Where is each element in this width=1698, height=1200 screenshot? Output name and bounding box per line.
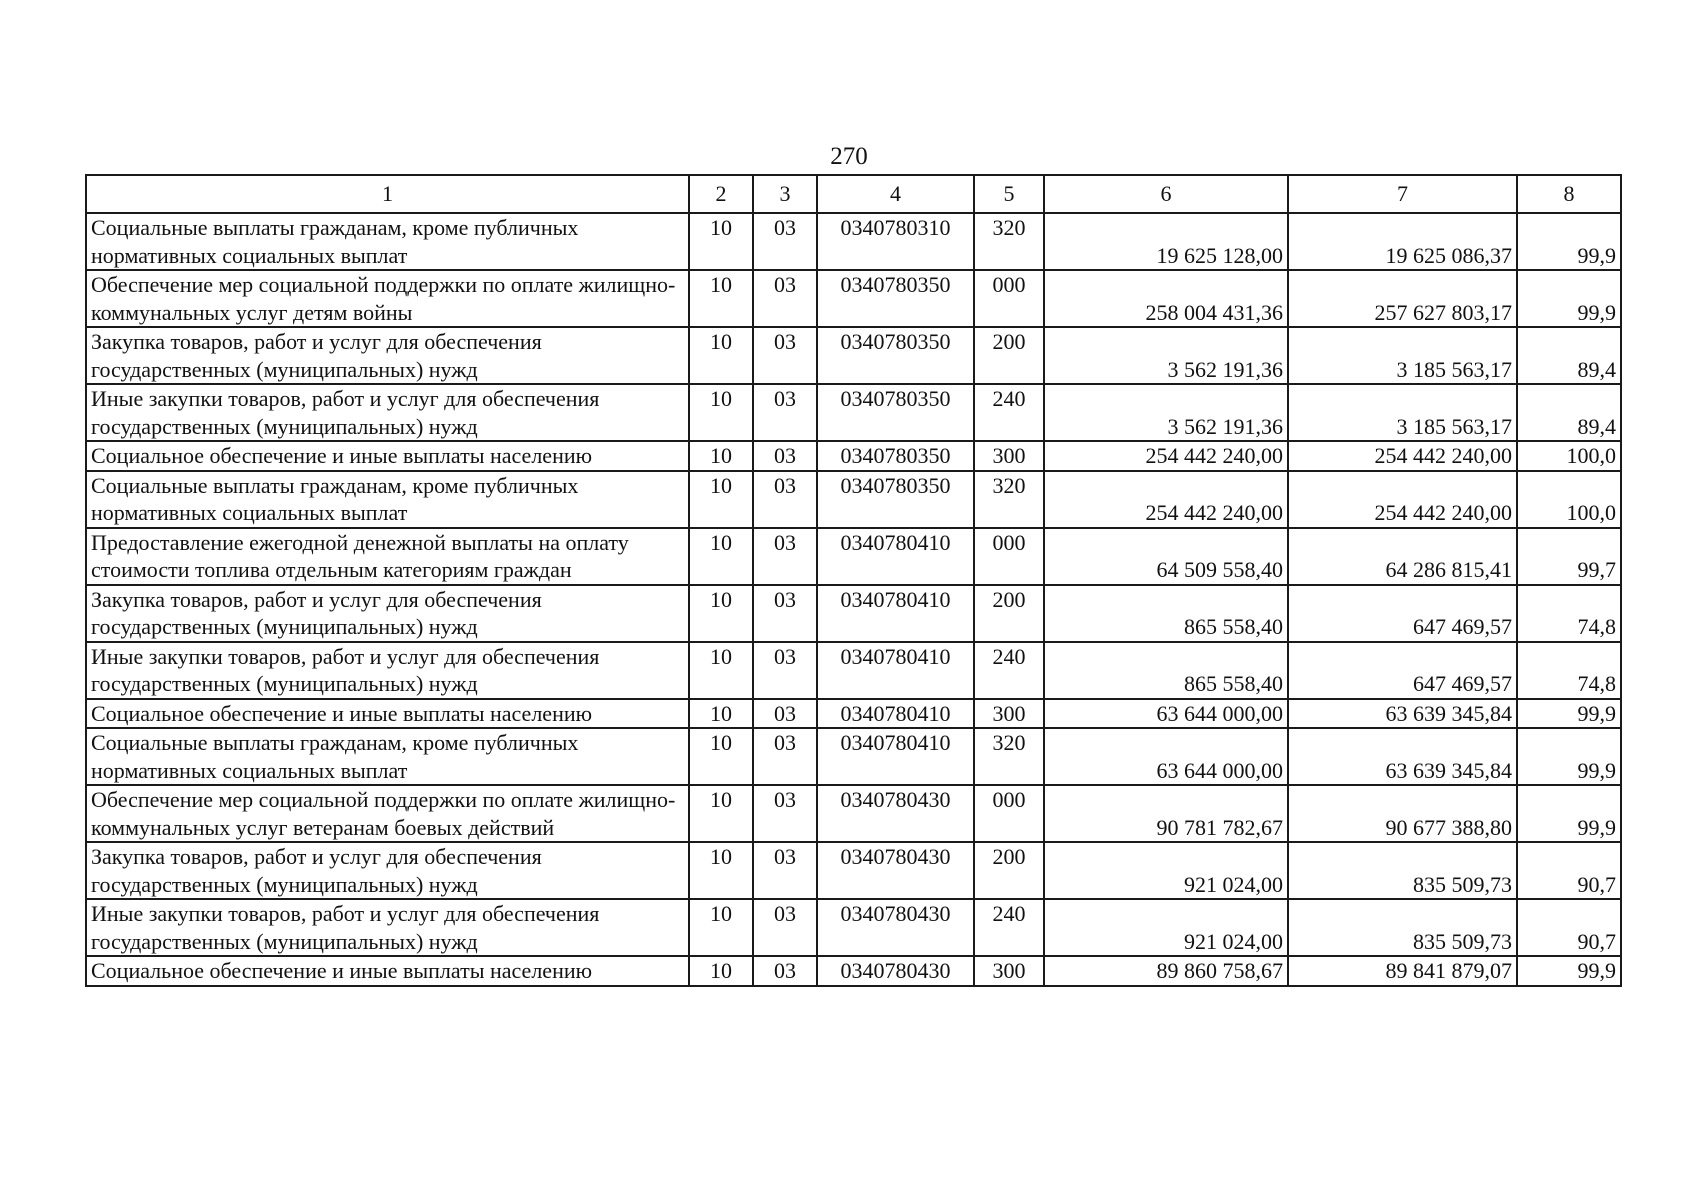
execution-percent-cell: 99,9 (1517, 213, 1621, 270)
header-cell: 5 (974, 175, 1044, 213)
execution-percent-cell: 99,9 (1517, 270, 1621, 327)
target-article-cell: 0340780430 (817, 899, 974, 956)
planned-amount-cell: 258 004 431,36 (1044, 270, 1288, 327)
section-code-cell: 10 (689, 785, 753, 842)
execution-percent-cell: 90,7 (1517, 899, 1621, 956)
execution-percent-cell: 89,4 (1517, 384, 1621, 441)
row-name-cell: Социальное обеспечение и иные выплаты населению (86, 699, 689, 729)
planned-amount-cell: 865 558,40 (1044, 585, 1288, 642)
expense-type-cell: 240 (974, 642, 1044, 699)
subsection-code-cell: 03 (753, 642, 817, 699)
executed-amount-cell: 63 639 345,84 (1288, 728, 1517, 785)
section-code-cell: 10 (689, 213, 753, 270)
planned-amount-cell: 90 781 782,67 (1044, 785, 1288, 842)
header-cell: 3 (753, 175, 817, 213)
section-code-cell: 10 (689, 699, 753, 729)
execution-percent-cell: 100,0 (1517, 441, 1621, 471)
planned-amount-cell: 3 562 191,36 (1044, 327, 1288, 384)
row-name-cell: Закупка товаров, работ и услуг для обеспечения государственных (муниципальных) нужд (86, 585, 689, 642)
expense-type-cell: 200 (974, 327, 1044, 384)
row-name-cell: Социальные выплаты гражданам, кроме публичных нормативных социальных выплат (86, 471, 689, 528)
row-name-cell: Обеспечение мер социальной поддержки по оплате жилищно-коммунальных услуг ветеранам боевых действий (86, 785, 689, 842)
table-row (86, 842, 1621, 899)
subsection-code-cell: 03 (753, 471, 817, 528)
executed-amount-cell: 90 677 388,80 (1288, 785, 1517, 842)
execution-percent-cell: 89,4 (1517, 327, 1621, 384)
target-article-cell: 0340780350 (817, 471, 974, 528)
section-code-cell: 10 (689, 270, 753, 327)
section-code-cell: 10 (689, 728, 753, 785)
planned-amount-cell: 89 860 758,67 (1044, 956, 1288, 986)
subsection-code-cell: 03 (753, 785, 817, 842)
row-name-cell: Социальное обеспечение и иные выплаты населению (86, 956, 689, 986)
target-article-cell: 0340780410 (817, 642, 974, 699)
expense-type-cell: 240 (974, 899, 1044, 956)
planned-amount-cell: 64 509 558,40 (1044, 528, 1288, 585)
planned-amount-cell: 19 625 128,00 (1044, 213, 1288, 270)
expense-type-cell: 200 (974, 842, 1044, 899)
header-cell: 6 (1044, 175, 1288, 213)
target-article-cell: 0340780430 (817, 842, 974, 899)
target-article-cell: 0340780410 (817, 728, 974, 785)
table-row (86, 213, 1621, 270)
table-row (86, 699, 1621, 729)
section-code-cell: 10 (689, 956, 753, 986)
table-row (86, 585, 1621, 642)
target-article-cell: 0340780430 (817, 956, 974, 986)
table-row (86, 528, 1621, 585)
row-name-cell: Обеспечение мер социальной поддержки по оплате жилищно-коммунальных услуг детям войны (86, 270, 689, 327)
target-article-cell: 0340780410 (817, 585, 974, 642)
subsection-code-cell: 03 (753, 956, 817, 986)
expense-type-cell: 320 (974, 728, 1044, 785)
executed-amount-cell: 64 286 815,41 (1288, 528, 1517, 585)
header-cell: 4 (817, 175, 974, 213)
executed-amount-cell: 254 442 240,00 (1288, 441, 1517, 471)
execution-percent-cell: 74,8 (1517, 585, 1621, 642)
subsection-code-cell: 03 (753, 213, 817, 270)
expense-type-cell: 240 (974, 384, 1044, 441)
executed-amount-cell: 647 469,57 (1288, 585, 1517, 642)
expense-type-cell: 000 (974, 785, 1044, 842)
table-row (86, 327, 1621, 384)
table-row (86, 899, 1621, 956)
table-row (86, 471, 1621, 528)
executed-amount-cell: 254 442 240,00 (1288, 471, 1517, 528)
executed-amount-cell: 63 639 345,84 (1288, 699, 1517, 729)
executed-amount-cell: 3 185 563,17 (1288, 327, 1517, 384)
executed-amount-cell: 19 625 086,37 (1288, 213, 1517, 270)
row-name-cell: Социальные выплаты гражданам, кроме публичных нормативных социальных выплат (86, 728, 689, 785)
row-name-cell: Иные закупки товаров, работ и услуг для обеспечения государственных (муниципальных) нужд (86, 899, 689, 956)
header-cell: 7 (1288, 175, 1517, 213)
section-code-cell: 10 (689, 327, 753, 384)
target-article-cell: 0340780350 (817, 441, 974, 471)
execution-percent-cell: 99,9 (1517, 785, 1621, 842)
planned-amount-cell: 921 024,00 (1044, 842, 1288, 899)
row-name-cell: Социальное обеспечение и иные выплаты населению (86, 441, 689, 471)
executed-amount-cell: 835 509,73 (1288, 899, 1517, 956)
section-code-cell: 10 (689, 528, 753, 585)
expense-type-cell: 200 (974, 585, 1044, 642)
table-row (86, 441, 1621, 471)
section-code-cell: 10 (689, 899, 753, 956)
target-article-cell: 0340780310 (817, 213, 974, 270)
target-article-cell: 0340780430 (817, 785, 974, 842)
planned-amount-cell: 254 442 240,00 (1044, 441, 1288, 471)
subsection-code-cell: 03 (753, 699, 817, 729)
subsection-code-cell: 03 (753, 585, 817, 642)
target-article-cell: 0340780350 (817, 270, 974, 327)
page-number: 270 (830, 143, 868, 170)
subsection-code-cell: 03 (753, 842, 817, 899)
execution-percent-cell: 99,9 (1517, 728, 1621, 785)
target-article-cell: 0340780410 (817, 699, 974, 729)
table-body (86, 213, 1621, 986)
row-name-cell: Предоставление ежегодной денежной выплаты на оплату стоимости топлива отдельным категориям граждан (86, 528, 689, 585)
execution-percent-cell: 99,9 (1517, 956, 1621, 986)
table-row (86, 270, 1621, 327)
expense-type-cell: 300 (974, 699, 1044, 729)
row-name-cell: Закупка товаров, работ и услуг для обеспечения государственных (муниципальных) нужд (86, 327, 689, 384)
subsection-code-cell: 03 (753, 899, 817, 956)
expense-type-cell: 320 (974, 213, 1044, 270)
section-code-cell: 10 (689, 842, 753, 899)
row-name-cell: Социальные выплаты гражданам, кроме публичных нормативных социальных выплат (86, 213, 689, 270)
executed-amount-cell: 647 469,57 (1288, 642, 1517, 699)
row-name-cell: Иные закупки товаров, работ и услуг для обеспечения государственных (муниципальных) нужд (86, 384, 689, 441)
planned-amount-cell: 63 644 000,00 (1044, 728, 1288, 785)
execution-percent-cell: 90,7 (1517, 842, 1621, 899)
expense-type-cell: 300 (974, 441, 1044, 471)
budget-table (85, 174, 1622, 987)
row-name-cell: Закупка товаров, работ и услуг для обеспечения государственных (муниципальных) нужд (86, 842, 689, 899)
execution-percent-cell: 99,7 (1517, 528, 1621, 585)
subsection-code-cell: 03 (753, 270, 817, 327)
planned-amount-cell: 254 442 240,00 (1044, 471, 1288, 528)
section-code-cell: 10 (689, 441, 753, 471)
execution-percent-cell: 100,0 (1517, 471, 1621, 528)
expense-type-cell: 300 (974, 956, 1044, 986)
execution-percent-cell: 74,8 (1517, 642, 1621, 699)
expense-type-cell: 000 (974, 270, 1044, 327)
executed-amount-cell: 257 627 803,17 (1288, 270, 1517, 327)
executed-amount-cell: 835 509,73 (1288, 842, 1517, 899)
expense-type-cell: 320 (974, 471, 1044, 528)
planned-amount-cell: 3 562 191,36 (1044, 384, 1288, 441)
header-cell: 1 (86, 175, 689, 213)
section-code-cell: 10 (689, 384, 753, 441)
header-cell: 2 (689, 175, 753, 213)
table-row (86, 785, 1621, 842)
executed-amount-cell: 3 185 563,17 (1288, 384, 1517, 441)
target-article-cell: 0340780350 (817, 384, 974, 441)
executed-amount-cell: 89 841 879,07 (1288, 956, 1517, 986)
subsection-code-cell: 03 (753, 441, 817, 471)
expense-type-cell: 000 (974, 528, 1044, 585)
subsection-code-cell: 03 (753, 384, 817, 441)
subsection-code-cell: 03 (753, 528, 817, 585)
planned-amount-cell: 921 024,00 (1044, 899, 1288, 956)
table-row (86, 728, 1621, 785)
target-article-cell: 0340780350 (817, 327, 974, 384)
subsection-code-cell: 03 (753, 327, 817, 384)
table-row (86, 956, 1621, 986)
table-row (86, 384, 1621, 441)
target-article-cell: 0340780410 (817, 528, 974, 585)
execution-percent-cell: 99,9 (1517, 699, 1621, 729)
planned-amount-cell: 865 558,40 (1044, 642, 1288, 699)
header-row (86, 175, 1621, 213)
section-code-cell: 10 (689, 642, 753, 699)
table-row (86, 642, 1621, 699)
section-code-cell: 10 (689, 585, 753, 642)
subsection-code-cell: 03 (753, 728, 817, 785)
section-code-cell: 10 (689, 471, 753, 528)
planned-amount-cell: 63 644 000,00 (1044, 699, 1288, 729)
row-name-cell: Иные закупки товаров, работ и услуг для обеспечения государственных (муниципальных) нужд (86, 642, 689, 699)
header-cell: 8 (1517, 175, 1621, 213)
